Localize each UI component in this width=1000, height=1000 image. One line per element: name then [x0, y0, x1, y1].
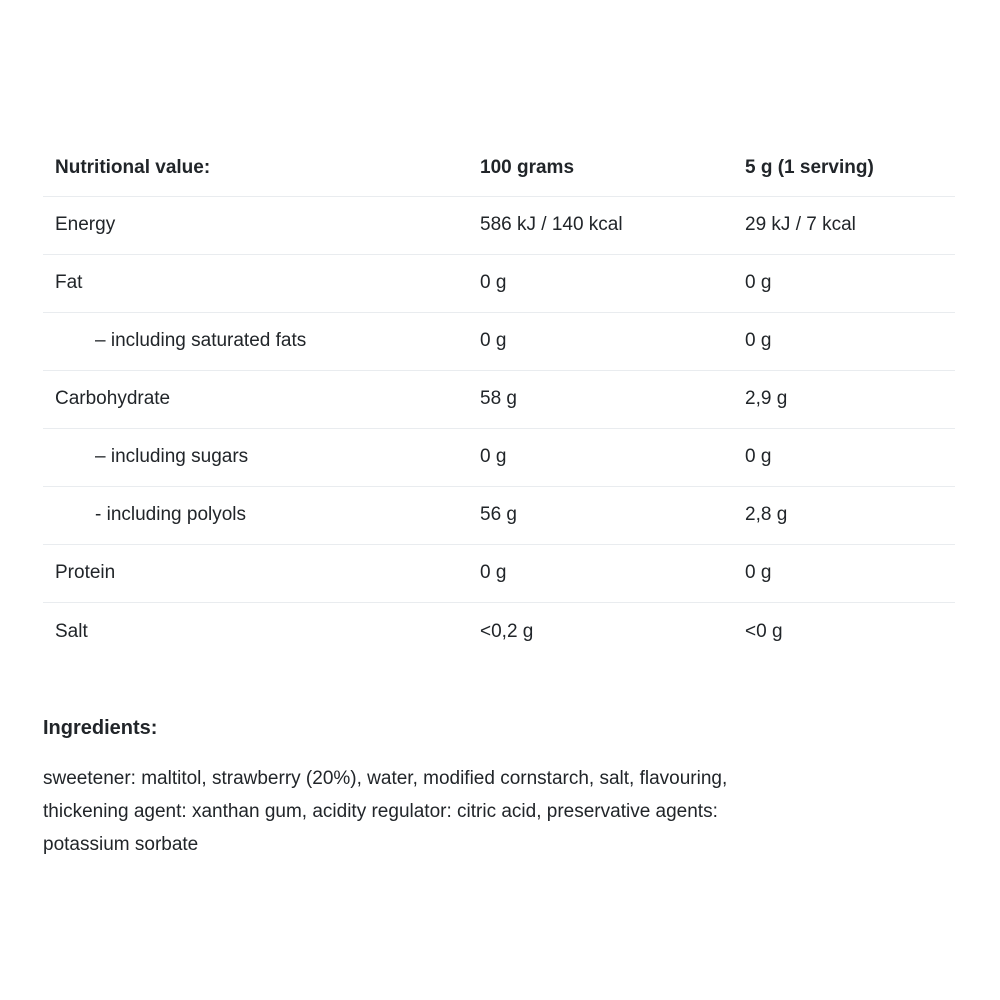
nutrition-panel: [43, 140, 955, 861]
table-header-per-100g: 100 grams: [480, 156, 575, 178]
ingredients-line: sweetener: maltitol, strawberry (20%), water, modified cornstarch, salt, flavouring,: [43, 768, 728, 789]
value-per-serving: 2,8 g: [745, 504, 788, 526]
value-per-100g: <0,2 g: [480, 620, 534, 642]
value-per-serving: 0 g: [745, 330, 772, 352]
nutrient-label: – including sugars: [95, 446, 249, 468]
nutrient-label: Protein: [55, 562, 116, 584]
value-per-100g: 56 g: [480, 504, 517, 526]
table-row-fat: [43, 255, 955, 313]
value-per-serving: 29 kJ / 7 kcal: [745, 214, 856, 236]
value-per-100g: 0 g: [480, 562, 507, 584]
table-row-salt: [43, 603, 955, 661]
table-header-nutrient: Nutritional value:: [55, 156, 211, 178]
nutrient-label: Energy: [55, 214, 116, 236]
value-per-100g: 0 g: [480, 446, 507, 468]
table-row-protein: [43, 545, 955, 603]
nutrient-label: Fat: [55, 272, 83, 294]
nutrient-label: Carbohydrate: [55, 388, 171, 410]
value-per-100g: 58 g: [480, 388, 517, 410]
ingredients-heading: Ingredients:: [43, 717, 158, 739]
table-row-polyols: [43, 487, 955, 545]
value-per-100g: 0 g: [480, 272, 507, 294]
nutrient-label: Salt: [55, 620, 88, 642]
value-per-serving: 0 g: [745, 272, 772, 294]
value-per-serving: <0 g: [745, 620, 783, 642]
table-row-energy: [43, 197, 955, 255]
ingredients-line: thickening agent: xanthan gum, acidity regulator: citric acid, preservative agents:: [43, 801, 718, 822]
value-per-serving: 0 g: [745, 446, 772, 468]
value-per-serving: 2,9 g: [745, 388, 788, 410]
table-header-per-serving: 5 g (1 serving): [745, 156, 874, 178]
table-row-sugars: [43, 429, 955, 487]
table-row-carbohydrate: [43, 371, 955, 429]
table-row-saturated-fats: [43, 313, 955, 371]
table-header-row: [43, 140, 955, 197]
ingredients-line: potassium sorbate: [43, 834, 199, 855]
nutrient-label: - including polyols: [95, 504, 247, 526]
ingredients-section: [43, 717, 955, 861]
value-per-100g: 0 g: [480, 330, 507, 352]
value-per-serving: 0 g: [745, 562, 772, 584]
nutrient-label: – including saturated fats: [95, 330, 307, 352]
ingredients-text: [43, 762, 955, 861]
nutrition-table: [43, 140, 955, 661]
value-per-100g: 586 kJ / 140 kcal: [480, 214, 623, 236]
